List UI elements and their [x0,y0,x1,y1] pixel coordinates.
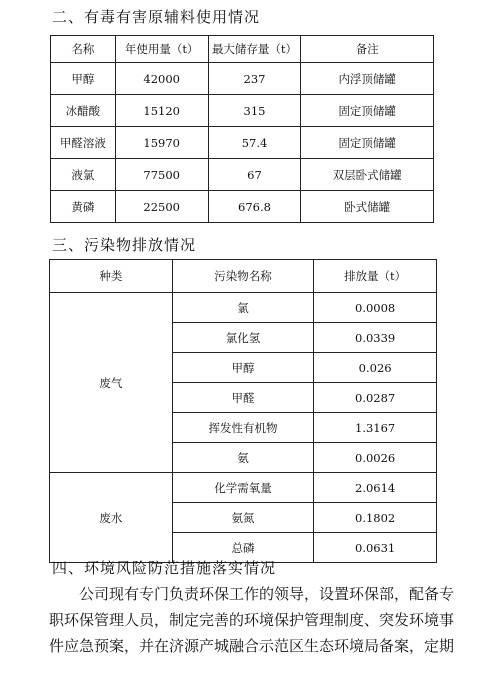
max-storage: 67 [208,159,301,191]
pollutant-name: 氨 [172,443,314,473]
emission-amount: 0.0631 [314,533,437,563]
table-row [51,63,434,95]
column-header: 污染物名称 [172,260,314,293]
material-name: 冰醋酸 [51,95,116,127]
section3-heading: 三、污染物排放情况 [52,236,197,254]
emission-category: 废水 [50,473,173,563]
emission-amount: 0.1802 [314,503,437,533]
pollutant-name: 甲醇 [172,353,314,383]
remark: 双层卧式储罐 [301,159,434,191]
max-storage: 676.8 [208,191,301,223]
pollutant-name: 化学需氧量 [172,473,314,503]
emission-amount: 0.0008 [314,293,437,323]
max-storage: 315 [208,95,301,127]
emission-amount: 0.0026 [314,443,437,473]
remark: 固定顶储罐 [301,127,434,159]
materials-table [50,35,434,223]
column-header: 种类 [50,260,173,293]
material-name: 甲醛溶液 [51,127,116,159]
annual-usage: 15120 [115,95,208,127]
section2-heading: 二、有毒有害原辅料使用情况 [52,8,261,26]
remark: 固定顶储罐 [301,95,434,127]
emission-amount: 0.026 [314,353,437,383]
table-row [50,293,437,323]
column-header: 年使用量（t） [115,36,208,63]
paragraph-line: 职环保管理人员，制定完善的环境保护管理制度、突发环境事 [49,611,455,629]
table-row [51,191,434,223]
column-header: 最大储存量（t） [208,36,301,63]
column-header: 备注 [301,36,434,63]
material-name: 液氯 [51,159,116,191]
table-row [51,159,434,191]
section4-paragraph [49,581,461,659]
section4-heading: 四、环境风险防范措施落实情况 [52,559,277,577]
paragraph-line: 件应急预案，并在济源产城融合示范区生态环境局备案，定期 [49,637,455,655]
pollutant-name: 氯化氢 [172,323,314,353]
column-header: 排放量（t） [314,260,437,293]
max-storage: 57.4 [208,127,301,159]
annual-usage: 15970 [115,127,208,159]
pollutant-name: 氨氮 [172,503,314,533]
annual-usage: 77500 [115,159,208,191]
pollutant-name: 挥发性有机物 [172,413,314,443]
emissions-table [49,259,437,563]
column-header: 名称 [51,36,116,63]
table-row [50,473,437,503]
material-name: 甲醇 [51,63,116,95]
pollutant-name: 氯 [172,293,314,323]
remark: 卧式储罐 [301,191,434,223]
emission-amount: 1.3167 [314,413,437,443]
table-header-row [51,36,434,63]
max-storage: 237 [208,63,301,95]
remark: 内浮顶储罐 [301,63,434,95]
emission-category: 废气 [50,293,173,473]
material-name: 黄磷 [51,191,116,223]
paragraph-line: 公司现有专门负责环保工作的领导，设置环保部，配备专 [79,585,455,603]
emission-amount: 0.0287 [314,383,437,413]
table-row [51,95,434,127]
emission-amount: 2.0614 [314,473,437,503]
table-header-row [50,260,437,293]
emission-amount: 0.0339 [314,323,437,353]
annual-usage: 22500 [115,191,208,223]
pollutant-name: 总磷 [172,533,314,563]
pollutant-name: 甲醛 [172,383,314,413]
annual-usage: 42000 [115,63,208,95]
table-row [51,127,434,159]
